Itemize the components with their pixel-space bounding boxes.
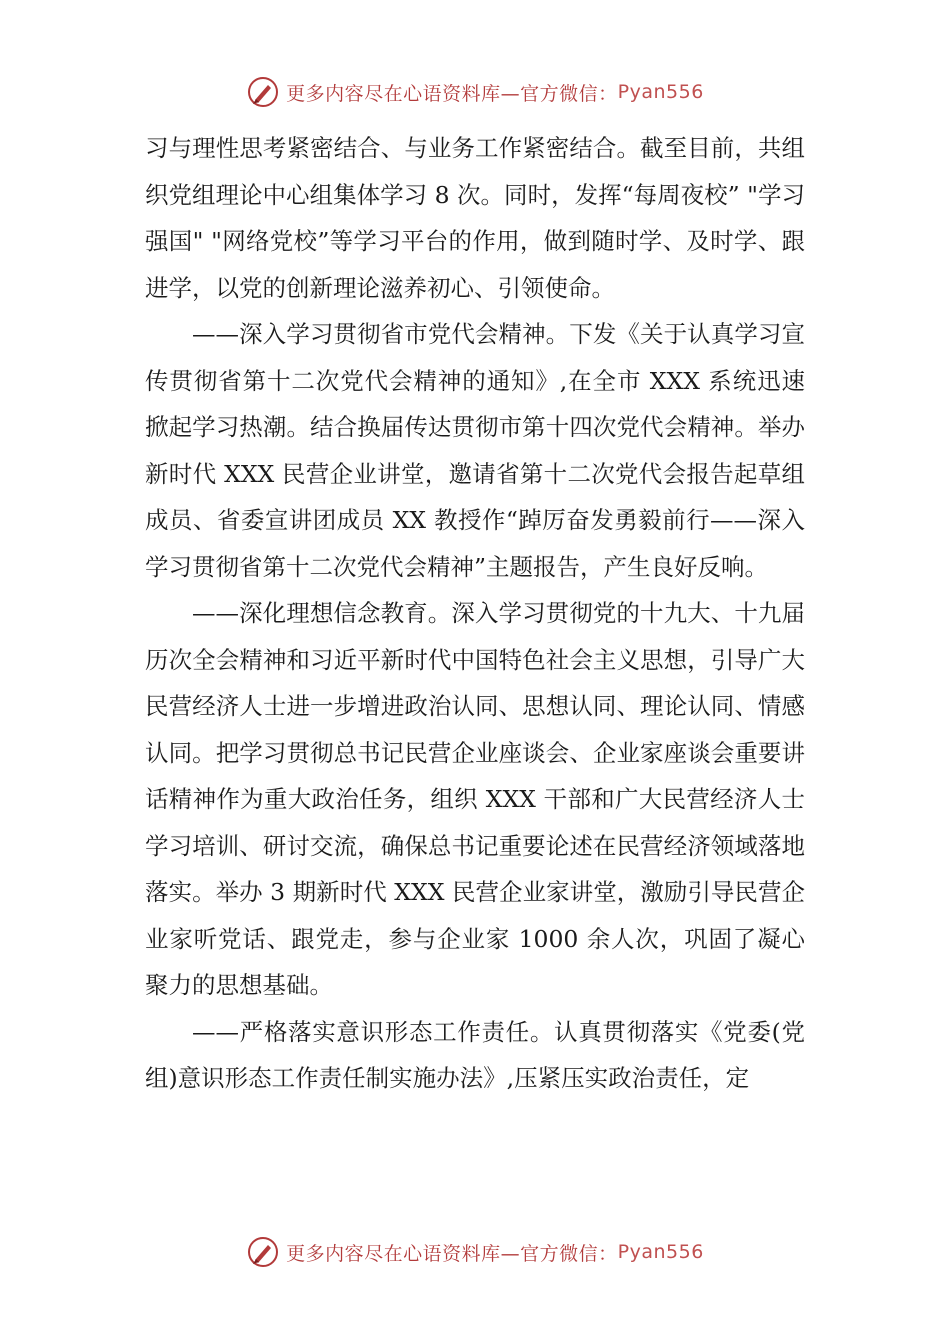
header-watermark: [0, 72, 950, 112]
watermark-text: 更多内容尽在心语资料库—官方微信：: [286, 82, 618, 105]
watermark-wechat-id: Pyan556: [617, 1241, 704, 1263]
footer-watermark: [0, 1232, 950, 1272]
paragraph-2: ——深入学习贯彻省市党代会精神。下发《关于认真学习宣传贯彻省第十二次党代会精神的通知》,在全市 XXX 系统迅速掀起学习热潮。结合换届传达贯彻市第十四次党代会精神。举办新时代 XXX 民营企业讲堂，邀请省第十二次党代会报告起草组成员、省委宣讲团成员 XX 教授作“踔厉奋发勇毅前行——深入学习贯彻省第十二次党代会精神”主题报告，产生良好反响。: [145, 320, 805, 581]
pen-logo-icon: [246, 1235, 280, 1269]
paragraph-4: ——严格落实意识形态工作责任。认真贯彻落实《党委(党组)意识形态工作责任制实施办法》,压紧压实政治责任，定: [145, 1017, 805, 1092]
pen-logo-icon: [246, 75, 280, 109]
watermark-text: 更多内容尽在心语资料库—官方微信：: [286, 1242, 618, 1265]
paragraph-1: 习与理性思考紧密结合、与业务工作紧密结合。截至目前，共组织党组理论中心组集体学习 8 次。同时，发挥“每周夜校” "学习强国" "网络党校”等学习平台的作用，做到随时学、及时学、跟进学，以党的创新理论滋养初心、引领使命。: [145, 134, 805, 302]
document-body: [145, 125, 805, 1102]
paragraph-3: ——深化理想信念教育。深入学习贯彻党的十九大、十九届历次全会精神和习近平新时代中国特色社会主义思想，引导广大民营经济人士进一步增进政治认同、思想认同、理论认同、情感认同。把学习贯彻总书记民营企业座谈会、企业家座谈会重要讲话精神作为重大政治任务，组织 XXX 干部和广大民营经济人士学习培训、研讨交流，确保总书记重要论述在民营经济领域落地落实。举办 3 期新时代 XXX 民营企业家讲堂，激励引导民营企业家听党话、跟党走，参与企业家 1000 余人次，巩固了凝心聚力的思想基础。: [145, 599, 805, 999]
watermark-wechat-id: Pyan556: [617, 81, 704, 103]
